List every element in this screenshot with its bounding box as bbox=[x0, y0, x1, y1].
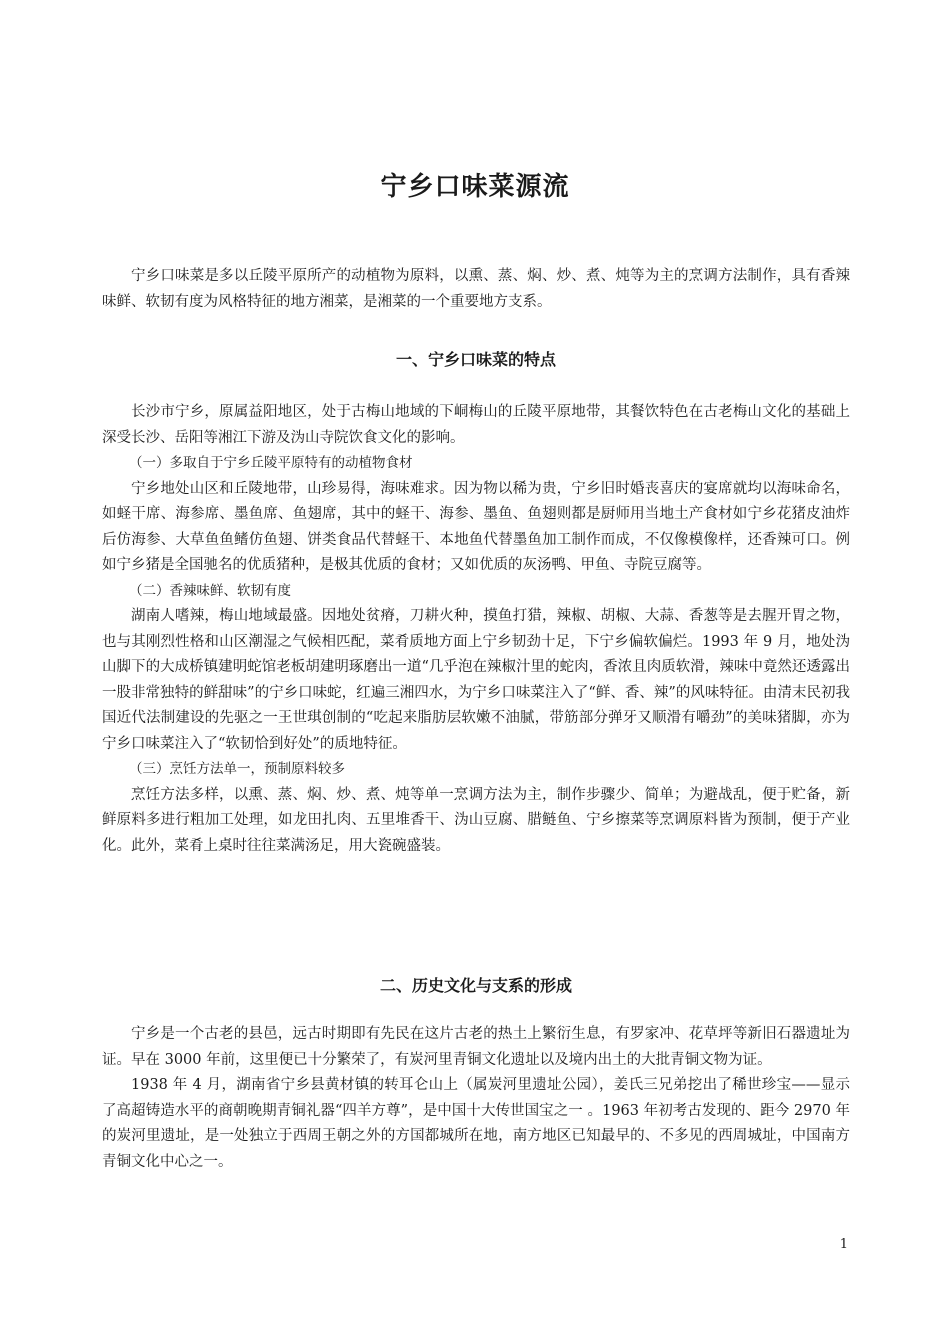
section-1-paragraph: 长沙市宁乡，原属益阳地区，处于古梅山地域的下峒梅山的丘陵平原地带，其餐饮特色在古老梅山文化的基础上深受长沙、岳阳等湘江下游及沩山寺院饮食文化的影响。 bbox=[102, 404, 850, 446]
subsection-3-paragraph: 烹饪方法多样，以熏、蒸、焖、炒、煮、炖等单一烹调方法为主，制作步骤少、简单；为避战乱，便于贮备，新鲜原料多进行粗加工处理，如龙田扎肉、五里堆香干、沩山豆腐、腊鲢鱼、宁乡擦菜等烹调原料皆为预制，便于产业化。此外，菜肴上桌时往往菜满汤足，用大瓷碗盛装。 bbox=[102, 786, 850, 854]
document-title: 宁乡口味菜源流 bbox=[380, 172, 570, 202]
section-2-body bbox=[102, 1022, 850, 1175]
subsection-1-paragraph: 宁乡地处山区和丘陵地带，山珍易得，海味难求。因为物以稀为贵，宁乡旧时婚丧喜庆的宴席就均以海味命名，如蛏干席、海参席、墨鱼席、鱼翅席，其中的蛏干、海参、墨鱼、鱼翅则都是厨师用当地土产食材如宁乡花猪皮油炸后仿海参、大草鱼鱼鳍仿鱼翅、饼类食品代替蛏干、本地鱼代替墨鱼加工制作而成，不仅像模像样，还香辣可口。例如宁乡猪是全国驰名的优质猪种，是极其优质的食材；又如优质的灰汤鸭、甲鱼、寺院豆腐等。 bbox=[102, 480, 850, 573]
page-number: 1 bbox=[839, 1237, 848, 1252]
section-1-body bbox=[102, 400, 850, 859]
section-1-heading: 一、宁乡口味菜的特点 bbox=[395, 350, 556, 369]
subsection-3-heading: （三）烹饪方法单一，预制原料较多 bbox=[129, 761, 345, 777]
section-2-heading: 二、历史文化与支系的形成 bbox=[379, 976, 572, 995]
section-2-paragraph-1: 宁乡是一个古老的县邑，远古时期即有先民在这片古老的热土上繁衍生息，有罗家冲、花草坪等新旧石器遗址为证。早在 3000 年前，这里便已十分繁荣了，有炭河里青铜文化遗址以及境内出土的大批青铜文物为证。 bbox=[102, 1026, 850, 1068]
intro-paragraph: 宁乡口味菜是多以丘陵平原所产的动植物为原料，以熏、蒸、焖、炒、煮、炖等为主的烹调方法制作，具有香辣味鲜、软韧有度为风格特征的地方湘菜，是湘菜的一个重要地方支系。 bbox=[102, 268, 850, 310]
section-2-paragraph-2: 1938 年 4 月，湖南省宁乡县黄材镇的转耳仑山上（属炭河里遗址公园），姜氏三兄弟挖出了稀世珍宝——显示了高超铸造水平的商朝晚期青铜礼器“四羊方尊”，是中国十大传世国宝之一 。1963 年初考古发现的、距今 2970 年的炭河里遗址，是一处独立于西周王朝之外的方国都城所在地，南方地区已知最早的、不多见的西周城址，中国南方青铜文化中心之一。 bbox=[102, 1077, 850, 1170]
subsection-2-paragraph: 湖南人嗜辣，梅山地域最盛。因地处贫瘠，刀耕火种，摸鱼打猎，辣椒、胡椒、大蒜、香葱等是去腥开胃之物，也与其刚烈性格和山区潮湿之气候相匹配，菜肴质地方面上宁乡韧劲十足，下宁乡偏软偏烂。1993 年 9 月，地处沩山脚下的大成桥镇建明蛇馆老板胡建明琢磨出一道“几乎泡在辣椒汁里的蛇肉，香浓且肉质软滑，辣味中竟然还透露出一股非常独特的鲜甜味”的宁乡口味蛇，红遍三湘四水，为宁乡口味菜注入了“鲜、香、辣”的风味特征。由清末民初我国近代法制建设的先驱之一王世琪创制的“吃起来脂肪层软嫩不油腻，带筋部分弹牙又顺滑有嚼劲”的美味猪脚，亦为宁乡口味菜注入了“软韧恰到好处”的质地特征。 bbox=[102, 608, 850, 752]
subsection-2-heading: （二）香辣味鲜、软韧有度 bbox=[129, 582, 291, 599]
intro-block bbox=[102, 264, 850, 315]
subsection-1-heading: （一）多取自于宁乡丘陵平原特有的动植物食材 bbox=[129, 455, 413, 471]
